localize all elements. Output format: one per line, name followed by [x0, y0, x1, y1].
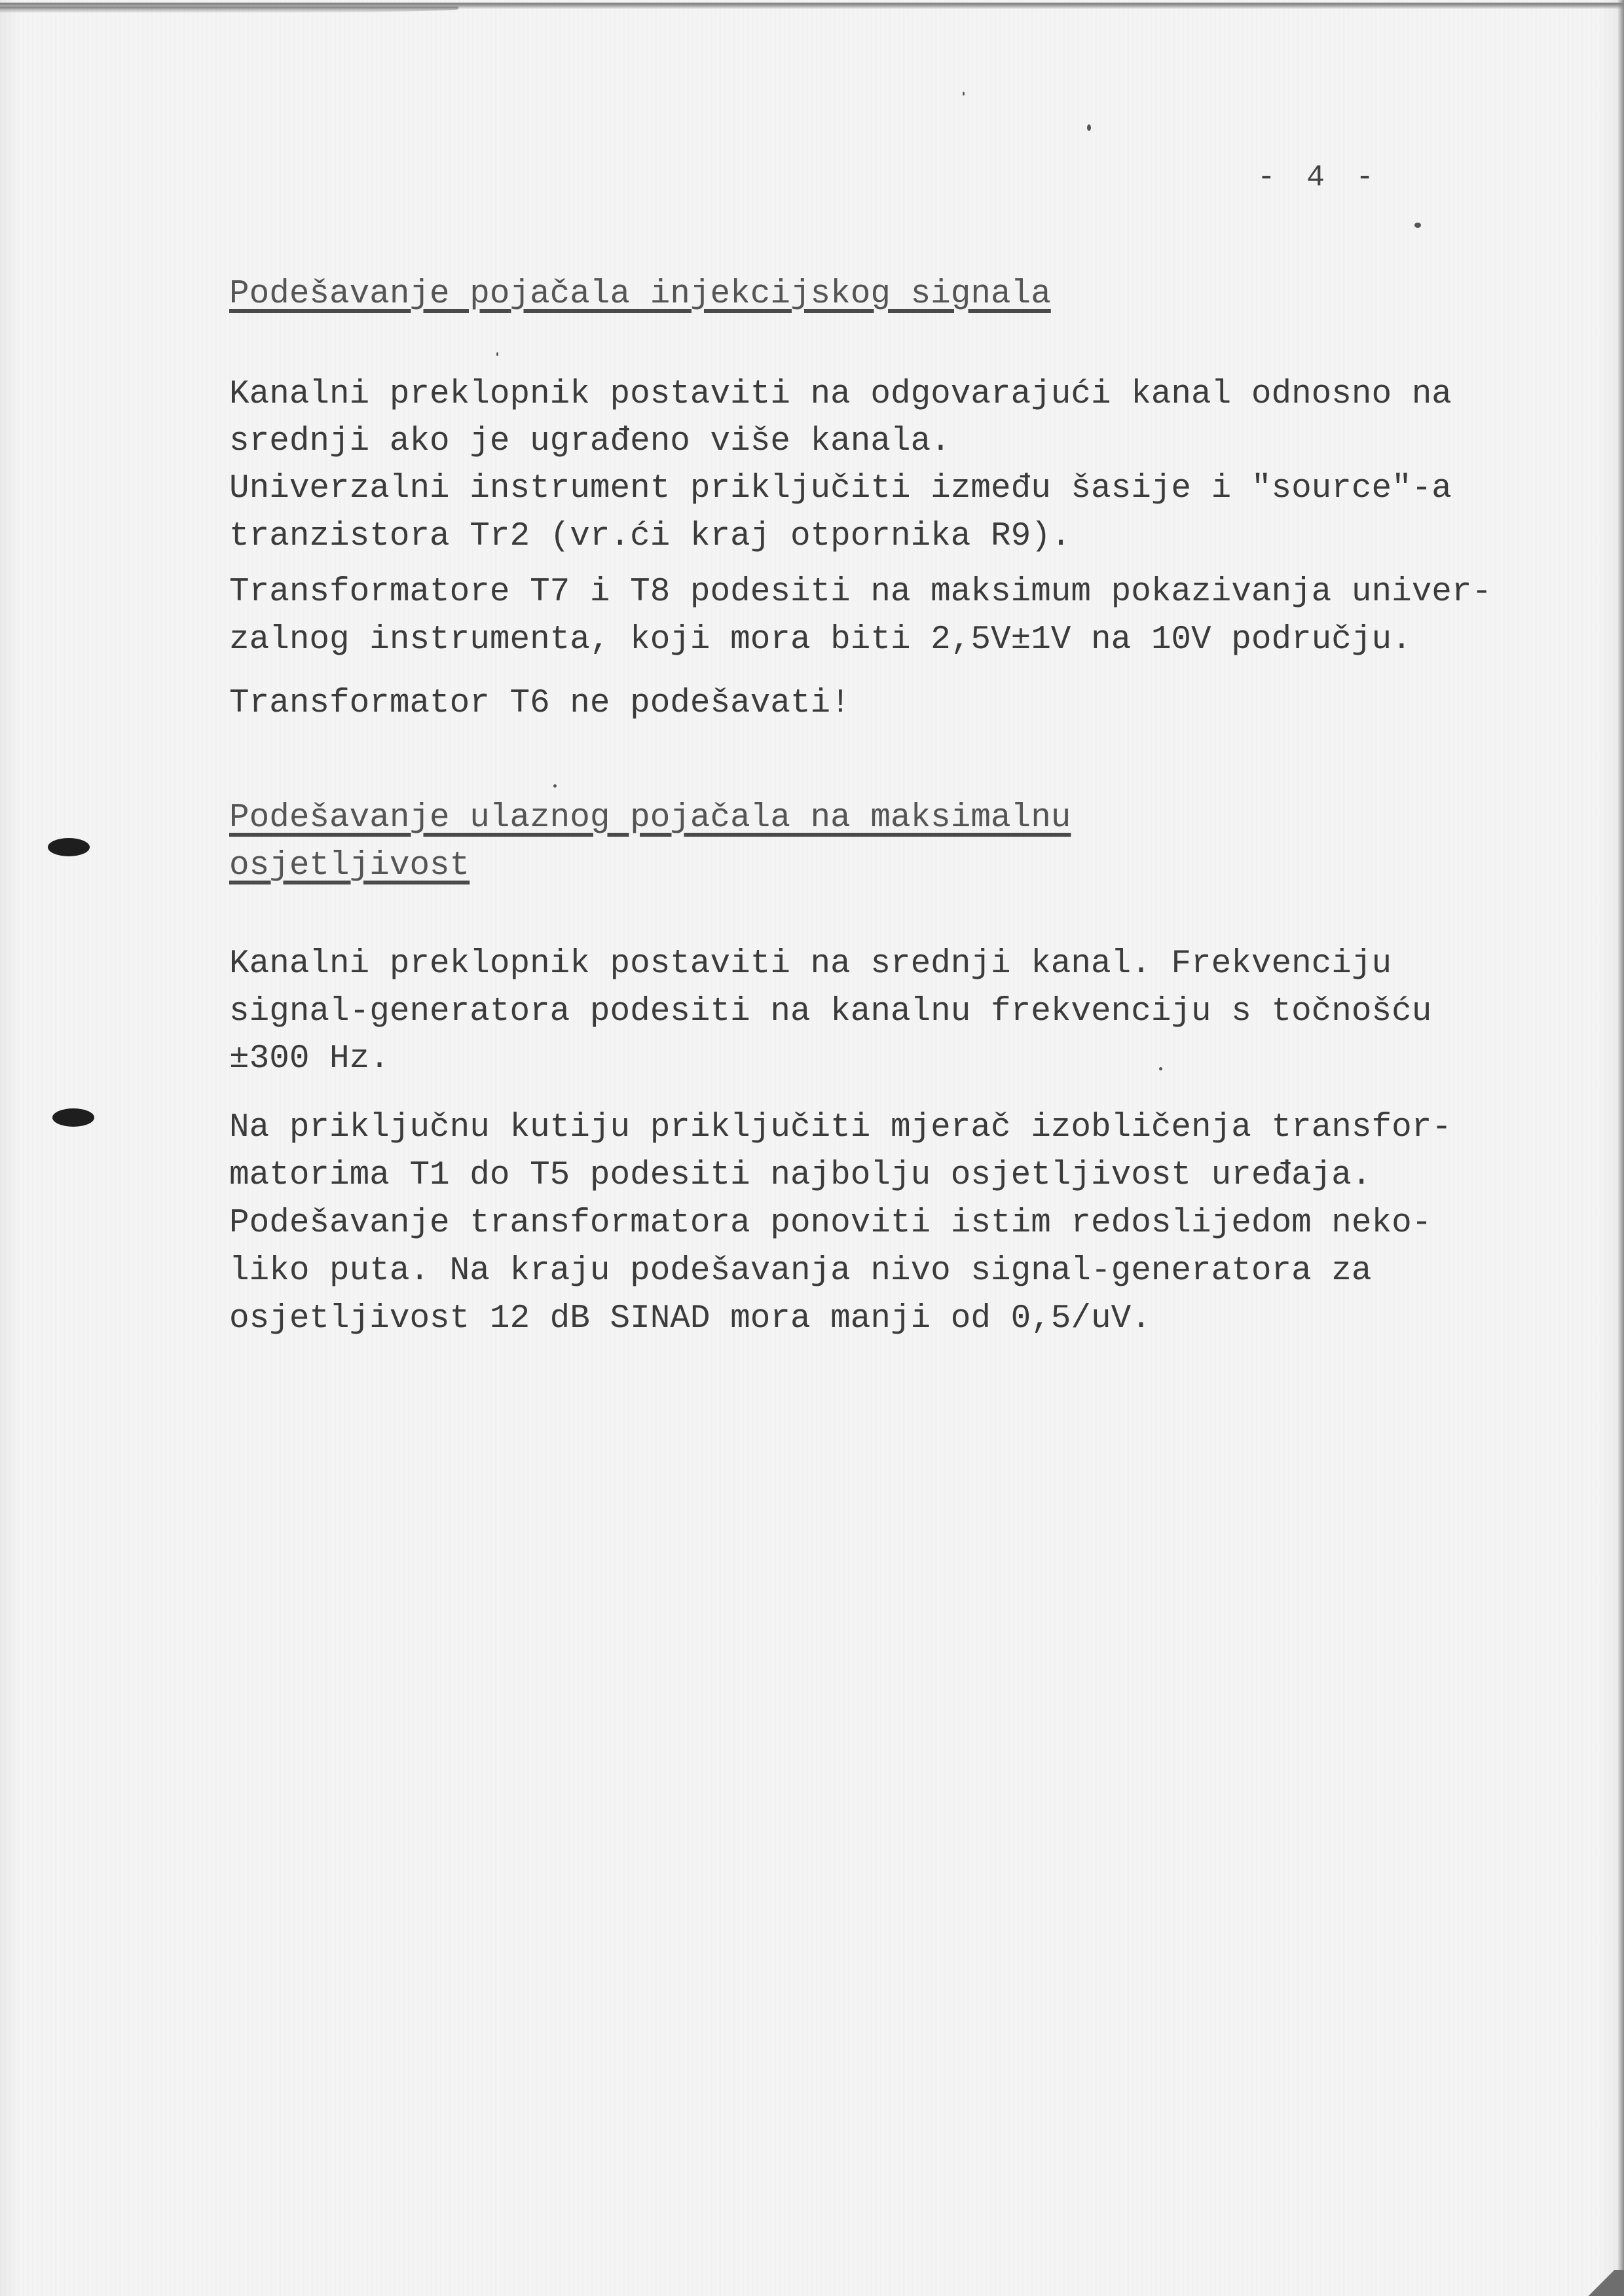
punch-hole: [48, 838, 90, 856]
text-line: Na priključnu kutiju priključiti mjerač izobličenja transfor-: [229, 1109, 1452, 1146]
scan-speck: [963, 92, 965, 96]
text-line: zalnog instrumenta, koji mora biti 2,5V±1V na 10V području.: [229, 621, 1412, 659]
paper-corner-shadow: [1578, 2270, 1624, 2296]
scan-speck: [1159, 1067, 1162, 1070]
text-line: Kanalni preklopnik postaviti na srednji kanal. Frekvenciju: [229, 945, 1392, 983]
text-line: Kanalni preklopnik postaviti na odgovarajući kanal odnosno na: [229, 376, 1452, 413]
text-line: Transformatore T7 i T8 podesiti na maksimum pokazivanja univer-: [229, 574, 1492, 611]
punch-hole: [52, 1108, 94, 1127]
scan-speck: [496, 352, 498, 356]
scan-speck: [1087, 124, 1091, 131]
paper-top-shadow: [0, 7, 458, 13]
text-line: liko puta. Na kraju podešavanja nivo signal-generatora za: [229, 1252, 1372, 1290]
warning-line: Transformator T6 ne podešavati!: [229, 685, 851, 722]
text-line: Podešavanje transformatora ponoviti istim redoslijedom neko-: [229, 1205, 1432, 1242]
text-line: ±300 Hz.: [229, 1040, 390, 1078]
section-heading: Podešavanje pojačala injekcijskog signala: [229, 276, 1051, 313]
paper-right-edge: [1617, 0, 1624, 2296]
text-line: Univerzalni instrument priključiti između šasije i "source"-a: [229, 470, 1452, 507]
scan-speck: [553, 784, 557, 788]
text-line: tranzistora Tr2 (vr.ći kraj otpornika R9).: [229, 518, 1071, 555]
text-line: osjetljivost 12 dB SINAD mora manji od 0,5/uV.: [229, 1300, 1151, 1338]
page-number: - 4 -: [1257, 160, 1381, 194]
scan-speck: [1414, 223, 1421, 228]
text-line: signal-generatora podesiti na kanalnu frekvenciju s točnošću: [229, 993, 1432, 1030]
section-heading: Podešavanje ulaznog pojačala na maksimalnu: [229, 799, 1071, 837]
section-heading-continued: osjetljivost: [229, 847, 470, 884]
text-line: matorima T1 do T5 podesiti najbolju osjetljivost uređaja.: [229, 1157, 1372, 1194]
text-line: srednji ako je ugrađeno više kanala.: [229, 423, 951, 460]
